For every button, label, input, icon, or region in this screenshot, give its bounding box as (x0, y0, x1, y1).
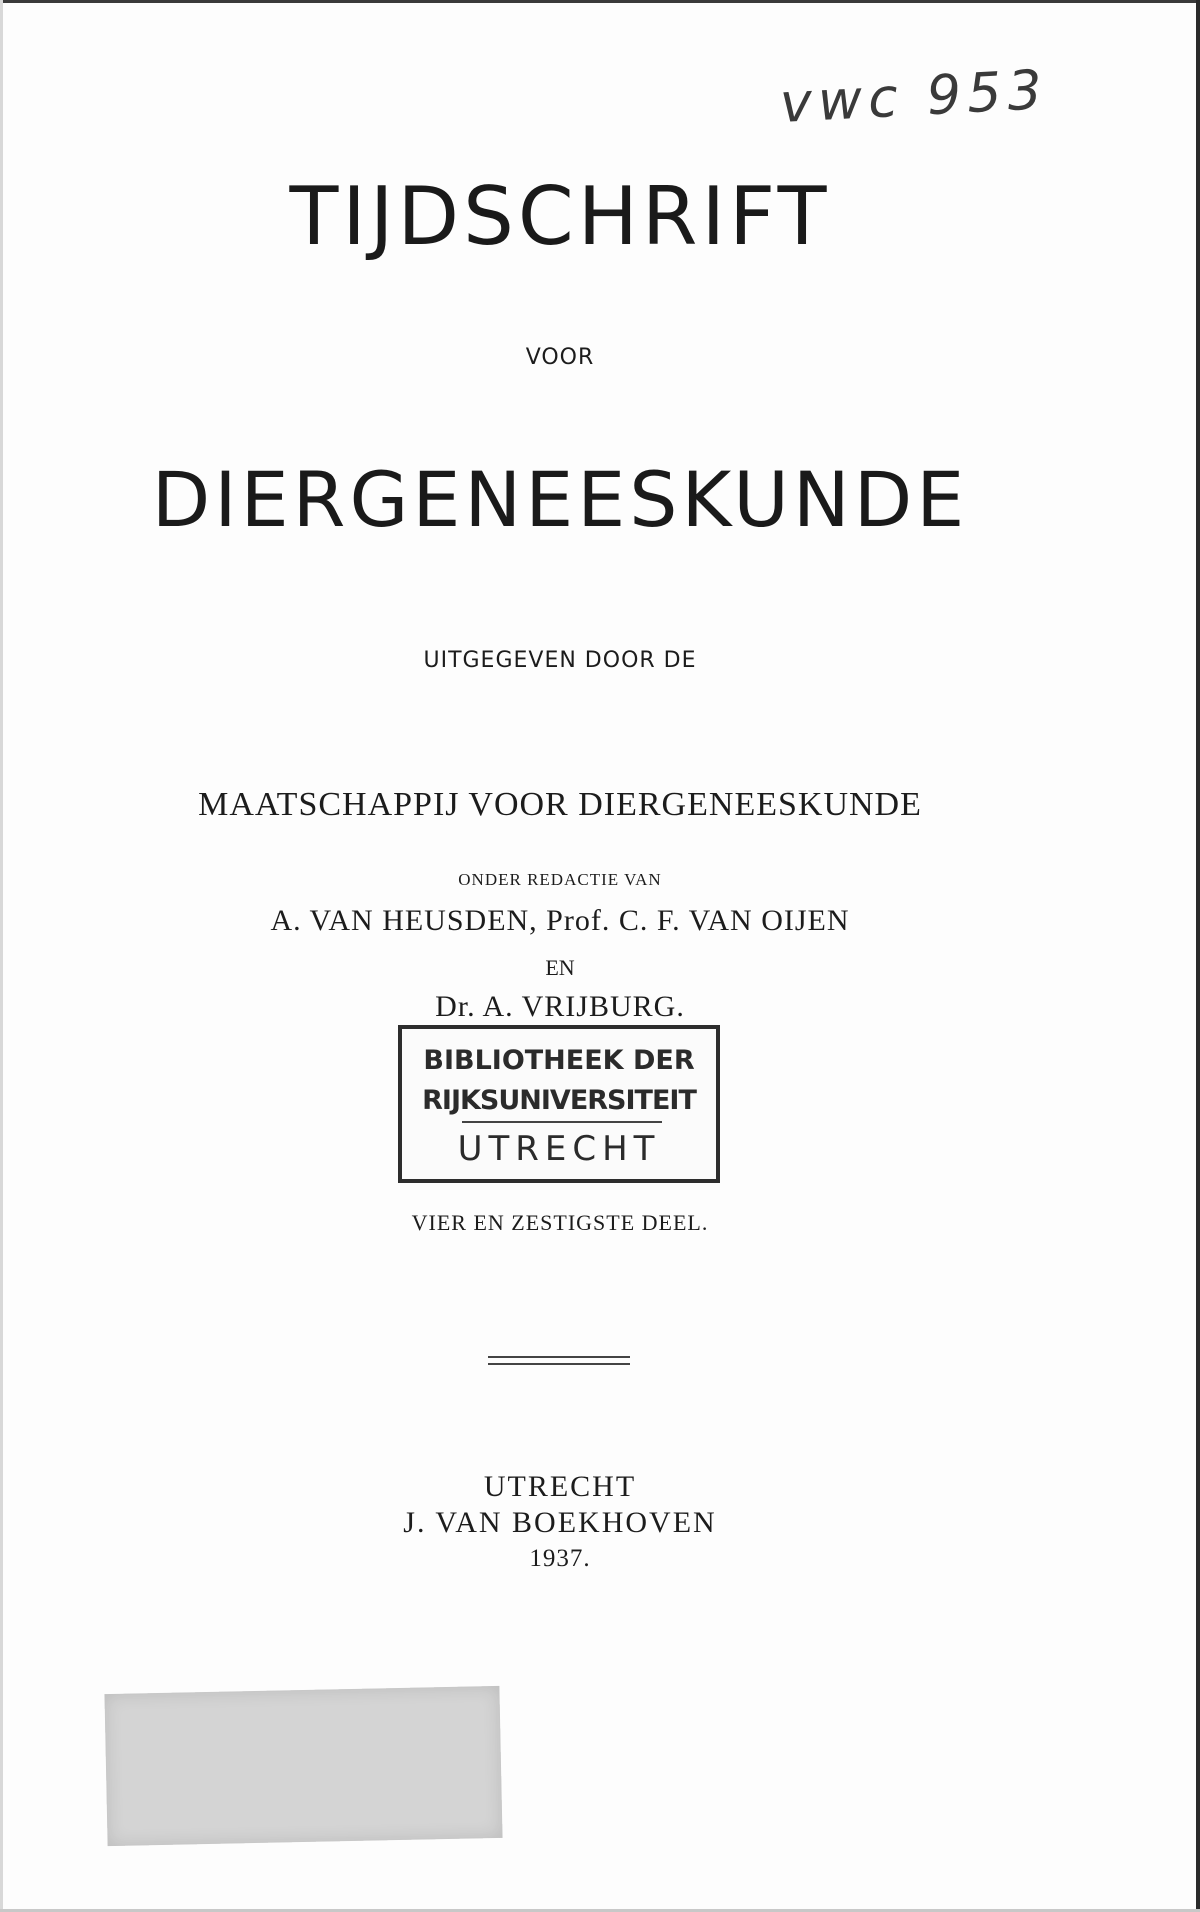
stamp-divider (462, 1121, 662, 1123)
page-edge-right (1196, 0, 1200, 1912)
double-rule-top (488, 1356, 630, 1358)
stamp-line-3: UTRECHT (457, 1129, 661, 1169)
double-rule-bottom (488, 1363, 630, 1365)
editors-conjunction: EN (545, 955, 575, 980)
imprint-city: UTRECHT (483, 1470, 637, 1503)
stamp-line-1: BIBLIOTHEEK DER (423, 1045, 695, 1076)
page-edge-top (0, 0, 1200, 3)
journal-title-line-2: DIERGENEESKUNDE (151, 455, 969, 544)
journal-title-line-1: TIJDSCHRIFT (289, 170, 831, 263)
stamp-line-2: RIJKSUNIVERSITEIT (422, 1085, 696, 1116)
published-by-label: UITGEGEVEN DOOR DE (423, 648, 697, 673)
library-stamp (398, 1025, 720, 1183)
imprint-year: 1937. (529, 1545, 591, 1572)
volume-statement: VIER EN ZESTIGSTE DEEL. (411, 1210, 709, 1235)
editorship-label: ONDER REDACTIE VAN (458, 870, 662, 889)
imprint-publisher: J. VAN BOEKHOVEN (403, 1506, 717, 1539)
editors-line-2: Dr. A. VRIJBURG. (435, 990, 685, 1023)
journal-title-connector: VOOR (525, 345, 595, 370)
removed-label-patch (104, 1686, 502, 1846)
society-name: MAATSCHAPPIJ VOOR DIERGENEESKUNDE (198, 786, 922, 823)
editors-line-1: A. VAN HEUSDEN, Prof. C. F. VAN OIJEN (270, 904, 850, 937)
handwritten-shelfmark: vwc 953 (778, 58, 1050, 135)
